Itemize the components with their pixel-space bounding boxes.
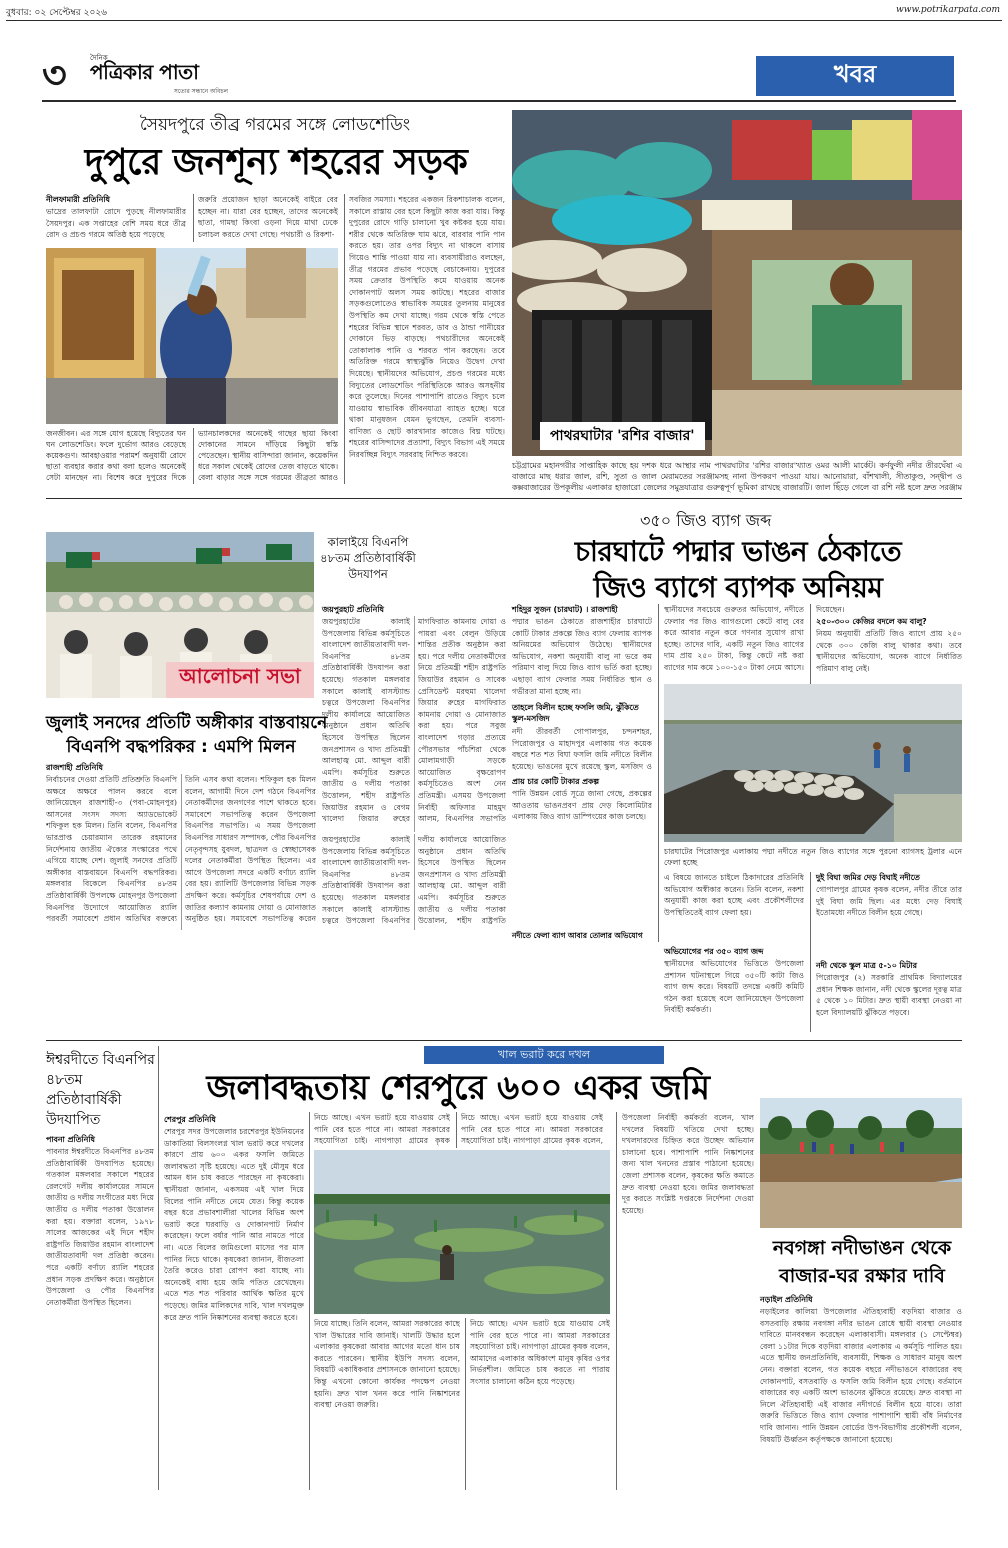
story8-headline-1: নবগঙ্গা নদীভাঙন থেকে [772,1237,952,1259]
story5-headline-1: জুলাই সনদের প্রতিটি অঙ্গীকার বাস্তবায়নে [46,713,328,733]
logo-text: পত্রিকার পাতা [90,60,199,84]
mid-rule-2 [46,1040,962,1041]
story4-divider-2 [810,604,811,684]
logo-small: দৈনিক [90,54,108,62]
header-date: বুধবার: ০২ সেপ্টেম্বর ২০২৬ [6,8,108,18]
story4-col2: স্থানীয়দের সবচেয়ে গুরুতর অভিযোগ, নদীতে ফেলার পর জিও ব্যাগগুলো কেটে বালু বের করে আবার নতুন করে গণনার সুযোগ রাখা হচ্ছে। তাদের দাবি, একটি নতুন জিও ব্যাগের দাম প্রায় ২৫০ টাকা, কিন্তু কেটে নষ্ট করা ব্যাগের দাম কমে ১০০-১৫০ টাকা নেমে আসে। [664,605,804,672]
section-tab [756,56,954,96]
story6-photo [314,1150,610,1314]
story4-sub4: অভিযোগের পর ৩৫০ ব্যাগ জব্দ [664,947,764,956]
story4-sub3: নদীতে ফেলা ব্যাগ আবার তোলার অভিযোগ [512,931,643,940]
story2-photo [512,110,962,456]
story1-col3: সবজির সমস্যা। শহরের একজন রিকশাচালক বলেন, সকালে রাস্তায় বের হলে কিছুটা কাজ করা যায়। কিন্তু দুপুরের রোদে গাড়ি চালানো খুব কষ্টকর হয়ে যায়। শরীর থেকে অতিরিক্ত ঘাম ঝরে, বারবার পানি পান করতে হয়। তার ওপর বিদ্যুৎ না থাকলে বাসায় গিয়েও শান্তি পাওয়া যায় না। ব্যবসায়ীরাও বলছেন, তীব্র গরমের প্রভাব পড়েছে বেচাকেনায়। দুপুরের সময় ক্রেতার উপস্থিতি কমে যাওয়ায় অনেক দোকানপাট অলস সময় কাটছে। শহরের বাজার সড়কগুলোতেও স্বাভাবিক সময়ের তুলনায় মানুষের উপস্থিতি কম দেখা যাচ্ছে। গরম থেকে স্বস্তি পেতে শহরের বিভিন্ন স্থানে শরবত, ডাব ও ঠান্ডা পানীয়ের দোকানে ভিড় বাড়ছে। পথচারীদের অনেকেই তোকালাক পানি ও শরবত পান করছেন। তবে অতিরিক্ত গরমে স্বাস্থ্যঝুঁকি নিয়েও উদ্বেগ দেখা দিয়েছে। স্থানীয়দের অভিযোগ, প্রচণ্ড গরমের মধ্যে বিদ্যুতের লোডশেডিং পরিস্থিতিকে আরও অসহনীয় করে তুলেছে। দিনের পাশাপাশি রাতেও বিদ্যুৎ চলে যাওয়ায় স্বাভাবিক জীবনযাত্রা ব্যাহত হচ্ছে। ঘরে থাকা মানুষজন যেমন ভুগছেন, তেমনি ব্যবসা-বাণিজ্য ও ছোট কারখানার কাজেও বিঘ্ন ঘটছে। শহরের বাসিন্দাদের প্রত্যাশা, বিদ্যুৎ বিভাগ এই সময়ে নিরবচ্ছিন্ন বিদ্যুৎ সরবরাহ নিশ্চিত করবে। [349,195,505,460]
story4-sub7: নদী থেকে স্কুল মাত্র ৫-১০ মিটার [816,961,917,970]
river-erosion-photo [760,1098,962,1228]
story6-divider-3 [465,1318,466,1490]
logo [86,56,236,100]
story1-divider-2 [344,194,345,484]
story3-banner: আলোচনা সভা [179,664,301,688]
story8-photo [760,1098,962,1228]
story4-col3d: পিরোজপুর (২) সরকারি প্রাথমিক বিদ্যালয়ের প্রধান শিক্ষক জানান, নদী থেকে স্কুলের দূরত্ব মাত্র ৫ থেকে ১০ মিটার। দ্রুত স্থায়ী ব্যবস্থা নেওয়া না হলে বিদ্যালয়টি ঝুঁকিতে পড়বে। [816,973,962,1017]
waterlogged-field-photo [314,1150,610,1314]
story7-text: পাবনার ঈশ্বরদীতে বিএনপির ৪৮তম প্রতিষ্ঠাবার্ষিকী উদযাপিত হয়েছে। গতকাল মঙ্গলবার সকালে শহরের রেলগেট দলীয় কার্যালয়ের সামনে জাতীয় ও দলীয় সংগীতের মধ্য দিয়ে জাতীয় ও দলীয় পতাকা উত্তোলন করা হয়। বক্তারা বলেন, ১৯৭৮ সালের আজকের এই দিনে শহীদ রাষ্ট্রপতি জিয়াউর রহমান বাংলাদেশ জাতীয়তাবাদী দল প্রতিষ্ঠা করেন। পরে একটি বর্ণাঢ্য র‍্যালি শহরের প্রধান সড়ক প্রদক্ষিণ করে। অনুষ্ঠানে উপজেলা ও পৌর বিএনপির নেতাকর্মীরা উপস্থিত ছিলেন। [46,1147,154,1307]
story4-sub2: প্রায় চার কোটি টাকার প্রকল্প [512,777,600,786]
story2-caption-title: পাথরঘাটার 'রশির বাজার' [540,422,705,450]
drinking-water-photo [46,248,338,424]
story4-col3: দিয়েছেন। [816,605,845,614]
story6-col2: নিয়ে যাচ্ছে। তিনি বলেন, আমরা সরকারের কাছে খাল উদ্ধারের দাবি জানাই। খালটি উদ্ধার হলে এলাকার কৃষকেরা আবার আগের মতো ধান চাষ করতে পারবেন। স্থানীয় ইউপি সদস্য বলেন, বিষয়টি একাধিকবার প্রশাসনকে জানানো হয়েছে। কিন্তু এখনো কোনো কার্যকর পদক্ষেপ নেওয়া হয়নি। দ্রুত খাল খনন করে পানি নিষ্কাশনের ব্যবস্থা নেওয়া জরুরি। [314,1319,460,1410]
story6-col3: নিচে আছে। এখন ভরাট হয়ে যাওয়ায় সেই পানি বের হতে পারে না। আমরা সরকারের সহযোগিতা চাই। নাগপাড়া গ্রামের কৃষক বলেন, আমাদের এলাকার অধিকাংশ মানুষ কৃষির ওপর নির্ভরশীল। জমিতে চাষ করতে না পারায় সংসার চালানো কঠিন হয়ে পড়েছে। [470,1319,610,1386]
story3-kicker: কালাইয়ে বিএনপি ৪৮তম প্রতিষ্ঠাবার্ষিকী উদযাপন [320,535,416,581]
story4-divider-1 [658,604,659,942]
story6-col4: উপজেলা নির্বাহী কর্মকর্তা বলেন, খাল দখলের বিষয়টি খতিয়ে দেখা হচ্ছে। দখলদারদের চিহ্নিত করে উচ্ছেদ অভিযান চালানো হবে। পাশাপাশি পানি নিষ্কাশনের জন্য খাল খননের প্রস্তাব পাঠানো হয়েছে। জেলা প্রশাসক বলেন, কৃষকের ক্ষতি কমাতে দ্রুত ব্যবস্থা নেওয়া হবে। জমির জলাবদ্ধতা দূর করতে সংশ্লিষ্ট দপ্তরকে নির্দেশনা দেওয়া হয়েছে। [622,1113,754,1215]
header-top-rule [6,20,1002,21]
geo-bag-boat-photo [664,684,962,842]
story1-photo [46,248,338,424]
story3-photo [46,532,314,698]
story4-col2c: স্থানীয়দের অভিযোগের ভিত্তিতে উপজেলা প্রশাসন ঘটনাস্থলে গিয়ে ৩৫০টি কাটা জিও ব্যাগ জব্দ করে। বিষয়টি তদন্তে একটি কমিটি গঠন করা হয়েছে বলে জানিয়েছেন উপজেলা নির্বাহী কর্মকর্তা। [664,959,804,1015]
story4-col1: পদ্মার ভাঙন ঠেকাতে রাজশাহীর চারঘাটে কোটি টাকার প্রকল্পে জিও ব্যাগ ফেলায় ব্যাপক অনিয়মের অভিযোগ উঠেছে। স্থানীয়দের অভিযোগ, নকশা অনুযায়ী বালু না ভরে কম পরিমাণ বালু দিয়ে জিও ব্যাগ ভর্তি করা হচ্ছে। এছাড়া ব্যাগ ফেলার সময় নির্ধারিত স্থান ও গভীরতা মানা হচ্ছে না। [512,617,652,696]
story3-text: জয়পুরহাটের কালাই উপজেলায় বিভিন্ন কর্মসূচিতে বাংলাদেশ জাতীয়তাবাদী দল-বিএনপির ৪৮তম প্রতিষ্ঠাবার্ষিকী উদযাপন করা হয়েছে। গতকাল মঙ্গলবার সকালে কালাই বাসস্ট্যান্ড চত্বরে উপজেলা বিএনপির দলীয় কার্যালয়ে আয়োজিত অনুষ্ঠানে প্রধান অতিথি হিসেবে উপস্থিত ছিলেন জনপ্রশাসন ও খাদ্য প্রতিমন্ত্রী আলহাজ্ব মো. আব্দুল বারী এমপি। কর্মসূচির শুরুতে জাতীয় ও দলীয় পতাকা উত্তোলন, শহীদ রাষ্ট্রপতি জিয়াউর রহমান ও বেগম খালেদা জিয়ার রুহের মাগফিরাত কামনায় দোয়া ও পায়রা এবং বেলুন উড়িয়ে শান্তির প্রতীক অনুষ্ঠান করা হয়। পরে দলীয় নেতাকর্মীদের নিয়ে প্রতিমন্ত্রী শহীদ রাষ্ট্রপতি জিয়াউর রহমান ও সাবেক প্রেসিডেন্ট মরহুমা খালেদা জিয়ার রুহের মাগফিরাত কামনায় দোয়া ও মোনাজাত করা হয়। পরে সবুজ বাংলাদেশ গড়ার প্রত্যয়ে পৌরসভার পাঁচশিরা থেকে মোলামগাড়ী সড়কে আয়োজিত বৃক্ষরোপণ কর্মসূচিতেও অংশ নেন প্রতিমন্ত্রী। এসময় উপজেলা নির্বাহী অফিসার মাহমুদ আলম, বিএনপির সভাপতি [322,617,506,824]
story5-text-continued: জয়পুরহাটের কালাই উপজেলায় বিভিন্ন কর্মসূচিতে বাংলাদেশ জাতীয়তাবাদী দল-বিএনপির ৪৮তম প্রতিষ্ঠাবার্ষিকী উদযাপন করা হয়েছে। গতকাল মঙ্গলবার সকালে কালাই বাসস্ট্যান্ড চত্বরে উপজেলা বিএনপির দলীয় কার্যালয়ে আয়োজিত অনুষ্ঠানে প্রধান অতিথি হিসেবে উপস্থিত ছিলেন জনপ্রশাসন ও খাদ্য প্রতিমন্ত্রী আলহাজ্ব মো. আব্দুল বারী এমপি। কর্মসূচির শুরুতে জাতীয় ও দলীয় পতাকা উত্তোলন, শহীদ রাষ্ট্রপতি [322,835,506,926]
story4-byline: শহিদুর সুজন (চারঘাট) । রাজশাহী [512,605,618,614]
story1-divider-1 [193,194,194,242]
story8-headline-2: বাজার-ঘর রক্ষার দাবি [779,1265,945,1287]
story6-col1: শেরপুর সদর উপজেলার চরশেরপুর ইউনিয়নের ডাকাতিয়া বিলসংলগ্ন খাল ভরাট করে দখলের কারণে প্রায় ৬০০ একর ফসলি জমিতে জলাবদ্ধতা সৃষ্টি হয়েছে। এতে দুই মৌসুম ধরে আমন ধান চাষ করতে পারছেন না কৃষকেরা। স্থানীয়রা জানান, একসময় এই খাল দিয়ে বিলের পানি নদীতে নেমে যেত। কিন্তু কয়েক বছর ধরে প্রভাবশালীরা খালের বিভিন্ন অংশ ভরাট করে ঘরবাড়ি ও দোকানপাট নির্মাণ করেছেন। ফলে বর্ষার পানি আর নামতে পারে না। এতে বিলের জমিগুলো মাসের পর মাস পানির নিচে থাকে। কৃষকেরা জানান, বীজতলা তৈরি করেও চারা রোপণ করা যাচ্ছে না। অনেকেই বাধ্য হয়ে জমি পতিত রেখেছেন। এতে শত শত পরিবার আর্থিক ক্ষতির মুখে পড়েছে। জমির মালিকদের দাবি, খাল দখলমুক্ত করে দ্রুত পানি নিষ্কাশনের ব্যবস্থা করতে হবে। [164,1127,304,1322]
rope-market-photo [512,110,962,456]
story4-sub5: ২৫০-৩০০ কেজির বদলে কম বালু? [816,617,927,626]
page-number [42,54,82,96]
story7-kicker: ঈশ্বরদীতে বিএনপির ৪৮তম প্রতিষ্ঠাবার্ষিকী উদযাপিত [46,1052,155,1128]
story6-col3-top: নিচে আছে। এখন ভরাট হয়ে যাওয়ায় সেই পানি বের হতে পারে না। আমরা সরকারের সহযোগিতা চাই। নাগপাড়া গ্রামের কৃষক বলেন, [461,1113,603,1146]
story4-sub1: তাহলে বিলীন হচ্ছে ফসলি জমি, ঝুঁকিতে স্কুল-মসজিদ [512,703,639,723]
mid-rule-1 [46,498,962,499]
story6-divider-2 [456,1112,457,1148]
story7-divider [158,1046,159,1490]
section-tab-label: খবর [833,60,877,88]
story5-text: নির্বাচনের দেওয়া প্রতিটি প্রতিশ্রুতি বিএনপি অক্ষরে অক্ষরে পালন করবে বলে জানিয়েছেন রাজশাহী-৩ (পবা-মোহনপুর) আসনের সংসদ সদস্য অ্যাডভোকেট শফিকুল হক মিলন। তিনি বলেন, বিএনপির ভারপ্রাপ্ত চেয়ারম্যান তারেক রহমানের নির্দেশনায় জাতীয় ঐক্যের সংস্কারের পথে এগিয়ে যাচ্ছে দেশ। জুলাই সনদের প্রতিটি অঙ্গীকার বাস্তবায়নে বিএনপি বদ্ধপরিকর। মঙ্গলবার বিকেলে বিএনপির ৪৮তম প্রতিষ্ঠাবার্ষিকী উপলক্ষে মোহনপুর উপজেলা বিএনপির উদ্যোগে আয়োজিত র‍্যালি পরবর্তী সমাবেশে প্রধান অতিথির বক্তব্যে তিনি এসব কথা বলেন। শফিকুল হক মিলন বলেন, আগামী দিনে দেশ গঠনে বিএনপির নেতাকর্মীদের জনগণের পাশে থাকতে হবে। সমাবেশে সভাপতিত্ব করেন উপজেলা বিএনপির সভাপতি। এ সময় উপজেলা বিএনপির সাধারণ সম্পাদক, পৌর বিএনপির নেতৃবৃন্দসহ যুবদল, ছাত্রদল ও স্বেচ্ছাসেবক দলের নেতাকর্মীরা উপস্থিত ছিলেন। এর আগে উপজেলা সদরে একটি বর্ণাঢ্য র‍্যালি বের হয়। র‍্যালিটি উপজেলার বিভিন্ন সড়ক প্রদক্ষিণ করে। কর্মসূচির শেষপর্যায়ে দেশ ও জাতির কল্যাণ কামনায় দোয়া ও মোনাজাত অনুষ্ঠিত হয়। সমাবেশে সভাপতিত্ব করেন [46,775,316,924]
story8-byline: নড়াইল প্রতিনিধি [760,1295,813,1304]
story4-headline-1: চারঘাটে পদ্মার ভাঙন ঠেকাতে [574,535,902,568]
story6-divider-4 [616,1112,617,1490]
story4-photo-caption: চারঘাটের পিরোজপুর এলাকায় পদ্মা নদীতে নতুন জিও ব্যাগের সঙ্গে পুরনো ব্যাগসহ ট্রলার এনে ফেলা হচ্ছে [664,847,962,867]
story2-caption: চট্টগ্রামের মহানগরীর সাপ্তাহিক কাছে হয় দশক ধরে আস্থার নাম পাথরঘাটার 'রশির বাজার'খ্যাত ওমর আলী মার্কেট। কর্ণফুলী নদীর তীরঘেঁষা এ বাজারে মাছ ধরার জাল, রশি, সুতা ও জাল মেরামতের সরঞ্জামসহ নানা উপকরণ পাওয়া যায়। আনোয়ারা, বাঁশখালী, সীতাকুণ্ড, সন্দ্বীপ ও কক্সবাজারের উপকূলীয় এলাকার হাজারো জেলের সমুদ্রযাত্রার গুরুত্বপূর্ণ ভূমিকা রাখছে বাজারটি। জাল ছিঁড়ে গেলে বা রশি নষ্ট হলে দ্রুত সরঞ্জাম [512,461,962,493]
story4-col1c: পানি উন্নয়ন বোর্ড সূত্রে জানা গেছে, প্রকল্পের আওতায় ভাঙনপ্রবণ প্রায় দেড় কিলোমিটার এলাকায় জিও ব্যাগ ডাম্পিংয়ের কাজ চলছে। [512,789,652,822]
story1-headline: দুপুরে জনশূন্য শহরের সড়ক [84,142,468,183]
story6-col2-top: নিচে আছে। এখন ভরাট হয়ে যাওয়ায় সেই পানি বের হতে পারে না। আমরা সরকারের সহযোগিতা চাই। নাগপাড়া গ্রামের কৃষক [314,1113,450,1146]
story4-col3b: নিয়ম অনুযায়ী প্রতিটি জিও ব্যাগে প্রায় ২৫০ থেকে ৩০০ কেজি বালু থাকার কথা। তবে স্থানীয়দের অভিযোগ, অনেক ব্যাগে নির্ধারিত পরিমাণ বালু নেই। [816,629,962,673]
story3-byline: জয়পুরহাট প্রতিনিধি [322,605,384,614]
story4-kicker: ৩৫০ জিও ব্যাগ জব্দ [640,511,772,530]
header-website[interactable]: www.potrikarpata.com [896,5,1000,15]
story1-caption-2: ভ্যানচালকদের অনেকেই গাছের ছায়া কিংবা দোকানের সামনে দাঁড়িয়ে কিছুটা স্বস্তি পেতেছেন। স্থানীয় বাসিন্দারা জানান, কয়েকদিন ধরে সকাল থেকেই রোদের তেজ বাড়তে থাকে। বেলা বাড়ার সঙ্গে সঙ্গে গরমের তীব্রতা আরও [198,429,338,482]
header-bottom-rule [42,100,956,102]
story1-byline: নীলফামারী প্রতিনিধি [46,195,110,204]
story6-divider-1 [309,1112,310,1490]
story1-col1: ভাদ্রের তালফাটা রোদে পুড়ছে নীলফামারীর সৈয়দপুর। এক সপ্তাহের বেশি সময় ধরে তীব্র রোদ ও প্রচণ্ড গরমে অতিষ্ঠ হয়ে পড়েছে [46,207,186,240]
story4-headline-2: জিও ব্যাগে ব্যাপক অনিয়ম [593,571,883,604]
story1-col2: জরুরি প্রয়োজন ছাড়া অনেকেই বাইরে বের হচ্ছেন না। যারা বের হচ্ছেন, তাদের অনেকেই ছাতা, গামছা কিংবা ওড়না দিয়ে মাথা ঢেকে চলাচল করতে দেখা গেছে। পথচারী ও রিকশা- [198,195,338,239]
logo-tagline: সত্যের সন্ধানে অবিচল [173,88,228,95]
story5-headline-2: বিএনপি বদ্ধপরিকর : এমপি মিলন [66,737,296,757]
story8-text: নড়াইলের কালিয়া উপজেলার ঐতিহ্যবাহী বড়দিয়া বাজার ও বসতবাড়ি রক্ষায় নবগঙ্গা নদীর ভাঙন রোধে স্থায়ী ব্যবস্থা নেওয়ার দাবিতে মানববন্ধন করেছেন এলাকাবাসী। মঙ্গলবার (১ সেপ্টেম্বর) বেলা ১১টার দিকে বড়দিয়া বাজার এলাকায় এ কর্মসূচি পালিত হয়। এতে স্থানীয় জনপ্রতিনিধি, ব্যবসায়ী, শিক্ষক ও সাধারণ মানুষ অংশ নেন। বক্তারা বলেন, গত কয়েক বছরে নদীভাঙনে বাজারের বহু দোকানপাট, বসতবাড়ি ও ফসলি জমি বিলীন হয়ে গেছে। বর্তমানে বাজারের বড় একটি অংশ ভাঙনের ঝুঁকিতে রয়েছে। দ্রুত ব্যবস্থা না নিলে ঐতিহ্যবাহী এই বাজার নদীগর্ভে বিলীন হয়ে যাবে। তারা জরুরি ভিত্তিতে জিও ব্যাগ ফেলার পাশাপাশি স্থায়ী বাঁধ নির্মাণের দাবি জানান। পানি উন্নয়ন বোর্ডের উপ-বিভাগীয় প্রকৌশলী বলেন, বিষয়টি ঊর্ধ্বতন কর্তৃপক্ষকে জানানো হয়েছে। [760,1307,962,1444]
story4-col3c: গোপালপুর গ্রামের কৃষক বলেন, নদীর তীরে তার দুই বিঘা জমি ছিল। এর মধ্যে দেড় বিঘাই ইতোমধ্যে নদীতে বিলীন হয়ে গেছে। [816,885,962,918]
story7-byline: পাবনা প্রতিনিধি [46,1135,95,1144]
story4-sub6: দুই বিঘা জমির দেড় বিঘাই নদীতে [816,873,920,882]
story1-kicker: সৈয়দপুরে তীব্র গরমের সঙ্গে লোডশেডিং [139,115,411,135]
story6-headline: জলাবদ্ধতায় শেরপুরে ৬০০ একর জমি [206,1068,710,1108]
story1-caption: জনজীবন। এর সঙ্গে যোগ হয়েছে বিদ্যুতের ঘন ঘন লোডশেডিং। ফলে দুর্ভোগ আরও বেড়েছে কয়েকগুণ। আবহাওয়ার পরামর্শ অনুযায়ী রোদে ছাতা ব্যবহার করার কথা বলা হলেও অনেকেই সেটা মানছেন না। বিশেষ করে দুপুরের দিকে [46,429,186,482]
story4-photo [664,684,962,842]
story1-divider-3 [193,428,194,484]
page-number-text: ৩ [42,53,67,97]
story5-byline: রাজশাহী প্রতিনিধি [46,763,103,772]
story6-kicker: খাল ভরাট করে দখল [498,1047,590,1061]
story4-divider-3 [810,872,811,1032]
story4-col1b: নদী তীরবর্তী গোপালপুর, চন্দনশহর, পিরোজপুর ও মাহাদপুর এলাকায় গত কয়েক বছরে শত শত বিঘা ফসলি জমি নদীতে বিলীন হয়েছে। ভাঙনের মুখে রয়েছে স্কুল, মসজিদ ও [512,727,652,771]
story6-kicker-box [424,1046,664,1064]
story6-byline: শেরপুর প্রতিনিধি [164,1115,216,1124]
story4-col2b: এ বিষয়ে জানতে চাইলে ঠিকাদারের প্রতিনিধি অভিযোগ অস্বীকার করেন। তিনি বলেন, নকশা অনুযায়ী কাজ করা হচ্ছে এবং প্রকৌশলীদের উপস্থিতিতেই ব্যাগ ফেলা হয়। [664,873,804,917]
